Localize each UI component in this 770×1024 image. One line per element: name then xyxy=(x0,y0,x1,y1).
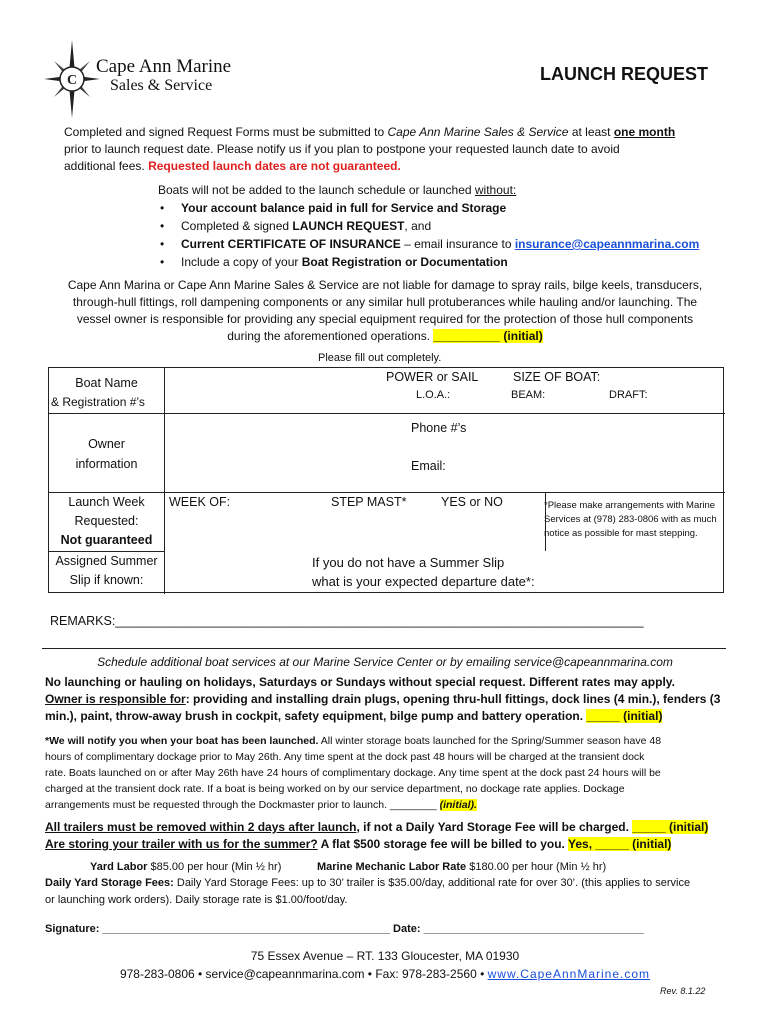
intro-line-3: additional fees. Requested launch dates are not guaranteed. xyxy=(64,159,401,173)
dockage-paragraph: *We will notify you when your boat has been launched. All winter storage boats launched for the Spring/Summer season have 48 hours of complimentary dockage prior to May 26th. Any time spent at the dock past 48 hours will be charged at the transient dock rate. Boats launched on or after May 26th have 24 hours of complimentary dockage. Any time spent at the dock past 24 hours will be charged at the transient dock rate. If a boat is being worked on by our service department, no dockage rate applies. Dockage arrangements must be requested through the Dockmaster prior to launch. ________ (initial). xyxy=(45,735,662,811)
daily-storage-fees: Daily Yard Storage Fees: Daily Yard Storage Fees: up to 30’ trailer is $35.00/day, additional rate for over 30’. (this applies to service or launching work orders). Daily storage rate is $1.00/foot/day. xyxy=(45,877,691,906)
logo-name: Cape Ann Marine xyxy=(96,56,232,77)
departure-date-prompt: If you do not have a Summer Slip xyxy=(312,555,505,570)
step-mast-label: STEP MAST* xyxy=(331,495,407,509)
departure-date-field[interactable]: what is your expected departure date*: xyxy=(312,574,535,589)
owner-info-label: information xyxy=(75,457,138,471)
mast-note: *Please make arrangements with Marine Services at (978) 283-0806 with as much notice as possible for mast stepping. xyxy=(544,500,717,539)
page-title: LAUNCH REQUEST xyxy=(540,64,709,84)
trailer-paragraph: All trailers must be removed within 2 days after launch, if not a Daily Yard Storage Fee will be charged. _____ (initial) Are storing your trailer with us for the summer? A flat $500 storage fee will be billed to you. Yes, _____ (initial) xyxy=(45,820,709,851)
requirement-item: • Your account balance paid in full for Service and Storage xyxy=(160,200,506,217)
draft-field[interactable]: DRAFT: xyxy=(609,389,648,401)
registration-label: & Registration #’s xyxy=(51,395,145,409)
assigned-slip-label: Assigned Summer xyxy=(55,554,158,568)
size-label: SIZE OF BOAT: xyxy=(513,370,601,384)
footer-address: 75 Essex Avenue – RT. 133 Gloucester, MA 01930 xyxy=(250,949,520,963)
requirement-item: • Include a copy of your Boat Registration or Documentation xyxy=(160,254,508,271)
phone-field[interactable]: Phone #’s xyxy=(411,421,467,435)
signature-date-field[interactable]: Signature: _______________________________________________ Date: ____________________________________ xyxy=(45,923,644,935)
company-logo xyxy=(44,40,264,118)
policy-paragraph: No launching or hauling on holidays, Saturdays or Sundays without special request. Different rates may apply. Owner is responsible for: providing and installing drain plugs, opening thru-hull fittings, dock lines (4 min.), fenders (3 min.), paint, throw-away brush in cockpit, safety equipment, bilge pump and battery operation. _____ (initial) xyxy=(45,675,721,723)
revision-label: Rev. 8.1.22 xyxy=(660,986,706,996)
launch-form-table xyxy=(48,367,724,593)
requested-label: Requested: xyxy=(74,514,139,528)
compass-star-icon xyxy=(44,40,100,118)
requirement-item: • Completed & signed LAUNCH REQUEST, and xyxy=(160,218,431,235)
intro-line-1: Completed and signed Request Forms must be submitted to Cape Ann Marine Sales & Service at least one month xyxy=(64,125,676,139)
step-mast-option[interactable]: YES or NO xyxy=(441,495,503,509)
dockage-initial[interactable]: (initial). xyxy=(439,799,477,811)
svg-text:C: C xyxy=(66,73,78,88)
policy-initial[interactable]: _____ (initial) xyxy=(586,709,663,723)
remarks-field[interactable]: REMARKS:____________________________________________________________________________ xyxy=(50,614,644,628)
trailer-initial[interactable]: _____ (initial) xyxy=(632,820,709,834)
email-field[interactable]: Email: xyxy=(411,459,446,473)
beam-field[interactable]: BEAM: xyxy=(511,389,546,401)
requirement-item: • Current CERTIFICATE OF INSURANCE – email insurance to insurance@capeannmarina.com xyxy=(160,236,699,253)
not-guaranteed-label: Not guaranteed xyxy=(60,533,153,547)
website-link[interactable]: www.CapeAnnMarine.com xyxy=(487,967,651,981)
trailer-storage-initial[interactable]: Yes, _____ (initial) xyxy=(568,837,672,851)
launch-week-label: Launch Week xyxy=(68,495,145,509)
power-sail-option[interactable]: POWER or SAIL xyxy=(386,370,479,384)
fill-note: Please fill out completely. xyxy=(318,352,442,364)
logo-subname: Sales & Service xyxy=(110,77,213,94)
loa-field[interactable]: L.O.A.: xyxy=(416,389,451,401)
intro-line-2: prior to launch request date. Please notify us if you plan to postpone your requested launch date to avoid xyxy=(64,142,620,156)
week-of-field[interactable]: WEEK OF: xyxy=(169,495,231,509)
liability-paragraph: Cape Ann Marina or Cape Ann Marine Sales & Service are not liable for damage to spray rails, bilge keels, transducers, through-hull fittings, roll dampening components or any similar hull protuberances while hauling and/or launching. The vessel owner is responsible for providing any special equipment required for the protection of those hull components during the aforementioned operations. __________ (initial) xyxy=(67,278,703,343)
insurance-email-link[interactable]: insurance@capeannmarina.com xyxy=(514,237,700,251)
liability-initial[interactable]: __________ (initial) xyxy=(433,329,543,343)
slip-known-label: Slip if known: xyxy=(69,573,144,587)
requirements-lead: Boats will not be added to the launch schedule or launched without: xyxy=(158,183,517,197)
service-center-note: Schedule additional boat services at our Marine Service Center or by emailing service@capeannmarina.com xyxy=(97,655,673,669)
owner-label: Owner xyxy=(88,437,125,451)
mechanic-labor-rate: Marine Mechanic Labor Rate $180.00 per hour (Min ½ hr) xyxy=(317,861,607,873)
boat-name-label: Boat Name xyxy=(75,376,138,390)
footer-contact: 978-283-0806 • service@capeannmarina.com • Fax: 978-283-2560 • www.CapeAnnMarine.com xyxy=(119,967,651,981)
yard-labor-rate: Yard Labor $85.00 per hour (Min ½ hr) xyxy=(90,861,282,873)
intro-paragraph xyxy=(64,124,724,175)
